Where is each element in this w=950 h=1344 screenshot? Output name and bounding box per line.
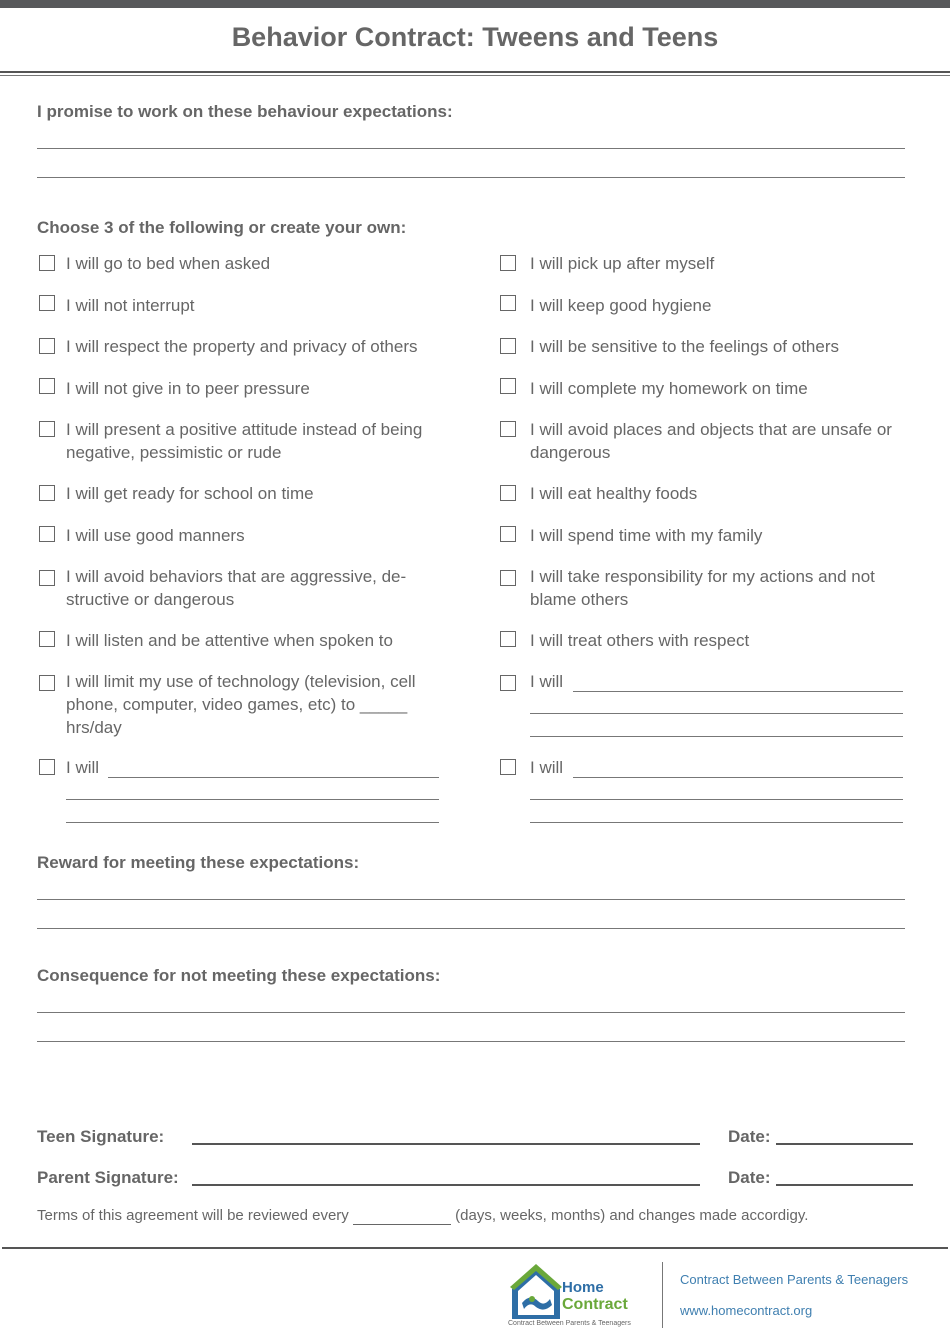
- logo-tagline: Contract Between Parents & Teenagers: [508, 1320, 631, 1327]
- terms-after: (days, weeks, months) and changes made accordigy.: [455, 1207, 809, 1224]
- checkbox[interactable]: [39, 485, 55, 501]
- checkbox[interactable]: [500, 338, 516, 354]
- checkbox[interactable]: [39, 378, 55, 394]
- behavior-item: I will avoid behaviors that are aggressive, de-structive or dangerous: [66, 567, 407, 609]
- behavior-item: I will use good manners: [66, 526, 245, 545]
- parent-signature-line[interactable]: [192, 1184, 700, 1186]
- checkbox[interactable]: [500, 378, 516, 394]
- header-divider-thin: [0, 75, 950, 76]
- custom-item-label: I will: [66, 758, 100, 777]
- behavior-item: I will pick up after myself: [530, 254, 715, 273]
- terms-before: Terms of this agreement will be reviewed every: [37, 1207, 349, 1224]
- checkbox[interactable]: [39, 255, 55, 271]
- footer-url-link[interactable]: www.homecontract.org: [680, 1303, 813, 1318]
- custom-line[interactable]: [530, 736, 903, 737]
- teen-date-line[interactable]: [776, 1143, 913, 1145]
- checkbox[interactable]: [500, 570, 516, 586]
- consequence-heading: Consequence for not meeting these expectations:: [37, 966, 441, 985]
- home-contract-logo: [508, 1263, 638, 1333]
- checkbox[interactable]: [500, 675, 516, 691]
- checkbox[interactable]: [500, 295, 516, 311]
- behavior-item: I will treat others with respect: [530, 631, 750, 650]
- promise-line-1[interactable]: [37, 148, 905, 149]
- checkbox[interactable]: [500, 485, 516, 501]
- behavior-item: I will spend time with my family: [530, 526, 763, 545]
- custom-item-label: I will: [530, 672, 564, 691]
- footer-divider-line: [2, 1247, 948, 1249]
- house-icon: [508, 1263, 564, 1321]
- footer-vertical-divider: [662, 1262, 663, 1328]
- checkbox[interactable]: [39, 295, 55, 311]
- checkbox[interactable]: [500, 526, 516, 542]
- behavior-item: I will complete my homework on time: [530, 379, 808, 398]
- checkbox[interactable]: [39, 631, 55, 647]
- behavior-item: I will be sensitive to the feelings of others: [530, 337, 839, 356]
- behavior-item: I will listen and be attentive when spoken to: [66, 631, 393, 650]
- behavior-item: I will respect the property and privacy of others: [66, 337, 418, 356]
- checkbox[interactable]: [500, 631, 516, 647]
- checkbox[interactable]: [500, 759, 516, 775]
- top-bar: [0, 0, 950, 8]
- checkbox[interactable]: [39, 338, 55, 354]
- custom-line[interactable]: [66, 799, 439, 800]
- behavior-item: I will not give in to peer pressure: [66, 379, 310, 398]
- behavior-item: I will get ready for school on time: [66, 484, 314, 503]
- custom-line[interactable]: [573, 691, 903, 692]
- consequence-line-2[interactable]: [37, 1041, 905, 1042]
- teen-signature-line[interactable]: [192, 1143, 700, 1145]
- behavior-item: I will go to bed when asked: [66, 254, 271, 273]
- parent-date-label: Date:: [728, 1168, 771, 1187]
- logo-line1: Home: [562, 1279, 604, 1296]
- checkbox[interactable]: [500, 255, 516, 271]
- checkbox[interactable]: [39, 675, 55, 691]
- review-period-blank[interactable]: [353, 1207, 451, 1225]
- teen-signature-label: Teen Signature:: [37, 1127, 165, 1146]
- behavior-item: I will not interrupt: [66, 296, 195, 315]
- behavior-item: I will take responsibility for my actions and not blame others: [530, 567, 875, 609]
- custom-item-label: I will: [530, 758, 564, 777]
- promise-line-2[interactable]: [37, 177, 905, 178]
- behavior-item: I will avoid places and objects that are unsafe or dangerous: [530, 420, 892, 462]
- reward-heading: Reward for meeting these expectations:: [37, 853, 360, 872]
- checkbox[interactable]: [39, 570, 55, 586]
- reward-line-2[interactable]: [37, 928, 905, 929]
- logo-line2: Contract: [562, 1296, 628, 1313]
- header-divider: [0, 71, 950, 73]
- custom-line[interactable]: [573, 777, 903, 778]
- custom-line[interactable]: [66, 822, 439, 823]
- checkbox[interactable]: [39, 421, 55, 437]
- promise-heading: I promise to work on these behaviour expectations:: [37, 102, 453, 121]
- terms-text: [37, 1207, 808, 1225]
- footer-tagline: Contract Between Parents & Teenagers: [680, 1272, 909, 1287]
- behavior-item: I will limit my use of technology (television, cell phone, computer, video games, etc) to _____ hrs/day: [66, 672, 416, 737]
- teen-date-label: Date:: [728, 1127, 771, 1146]
- custom-line[interactable]: [530, 822, 903, 823]
- custom-line[interactable]: [530, 799, 903, 800]
- checkbox[interactable]: [500, 421, 516, 437]
- page-title: Behavior Contract: Tweens and Teens: [231, 22, 719, 52]
- parent-signature-label: Parent Signature:: [37, 1168, 179, 1187]
- parent-date-line[interactable]: [776, 1184, 913, 1186]
- custom-line[interactable]: [530, 713, 903, 714]
- checkbox[interactable]: [39, 526, 55, 542]
- consequence-line-1[interactable]: [37, 1012, 905, 1013]
- checkbox[interactable]: [39, 759, 55, 775]
- behavior-item: I will eat healthy foods: [530, 484, 698, 503]
- reward-line-1[interactable]: [37, 899, 905, 900]
- choose-heading: Choose 3 of the following or create your own:: [37, 218, 407, 237]
- behavior-item: I will keep good hygiene: [530, 296, 712, 315]
- behavior-item: I will present a positive attitude instead of being negative, pessimistic or rude: [66, 420, 423, 462]
- custom-line[interactable]: [108, 777, 439, 778]
